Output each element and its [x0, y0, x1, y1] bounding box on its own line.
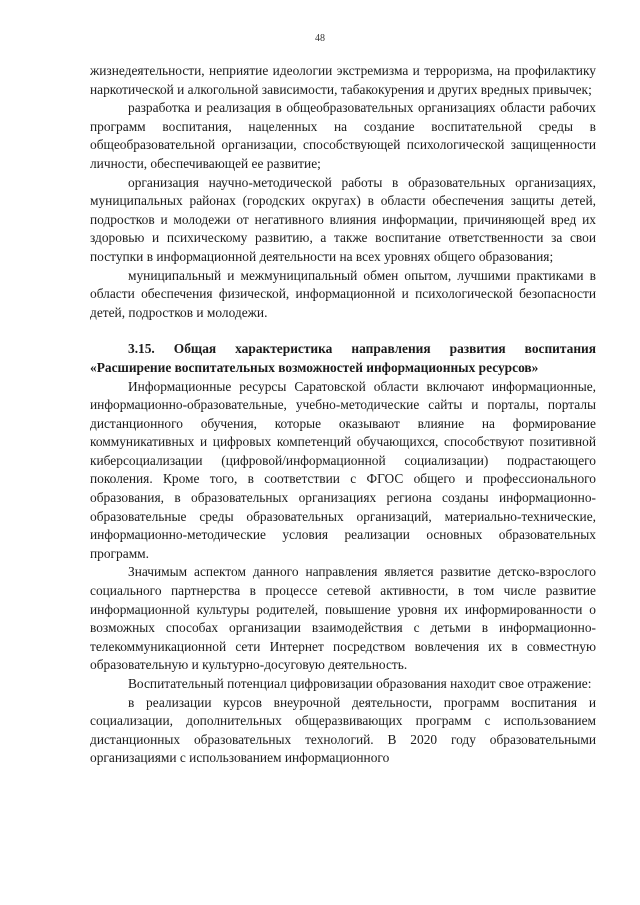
paragraph: Воспитательный потенциал цифровизации образования находит свое отражение:: [128, 676, 592, 691]
page-number: 48: [315, 33, 325, 44]
paragraph: Информационные ресурсы Саратовской области включают информационные, информационно-образовательные, учебно-методические сайты и порталы, порталы дистанционного обучения, которые оказывают влияние на формирование коммуникативных и цифровых компетенций обучающихся, способствуют позитивной киберсоциализации (цифровой/информационной социализации) подрастающего поколения. Кроме того, в соответствии с ФГОС общего и профессионального образования, в образовательных организациях региона созданы информационно-образовательные среды образовательных организаций, материально-технические, информационно-методические условия реализации основных образовательных программ.: [90, 378, 596, 561]
paragraph-continuation: жизнедеятельности, неприятие идеологии экстремизма и терроризма, на профилактику наркотической и алкогольной зависимости, табакокурения и других вредных привычек;: [90, 63, 596, 97]
section-heading: 3.15. Общая характеристика направления развития воспитания «Расширение воспитательных возможностей информационных ресурсов»: [90, 341, 596, 375]
paragraph: Значимым аспектом данного направления является развитие детско-взрослого социального партнерства в процессе сетевой активности, в том числе развитие информационной культуры родителей, повышение уровня их информированности о возможных способах организации взаимодействия с детьми в информационно-телекоммуникационной сети Интернет посредством вовлечения их в совместную образовательную и культурно-досуговую деятельность.: [90, 564, 596, 673]
paragraph: муниципальный и межмуниципальный обмен опытом, лучшими практиками в области обеспечения физической, информационной и психологической безопасности детей, подростков и молодежи.: [90, 267, 596, 320]
paragraph: организация научно-методической работы в образовательных организациях, муниципальных районах (городских округах) в области обеспечения защиты детей, подростков и молодежи от негативного влияния информации, причиняющей вред их здоровью и психическому развитию, а также воспитание ответственности за свои поступки в информационной деятельности на всех уровнях общего образования;: [90, 174, 596, 264]
paragraph: разработка и реализация в общеобразовательных организациях области рабочих программ воспитания, нацеленных на создание воспитательной среды в общеобразовательной организации, способствующей психологической защищенности личности, обеспечивающей ее развитие;: [90, 100, 596, 171]
page-body: [90, 62, 596, 768]
paragraph: в реализации курсов внеурочной деятельности, программ воспитания и социализации, дополнительных общеразвивающих программ с использованием дистанционных образовательных технологий. В 2020 году образовательными организациями с использованием информационного: [90, 694, 596, 766]
section-spacer: [90, 322, 596, 340]
